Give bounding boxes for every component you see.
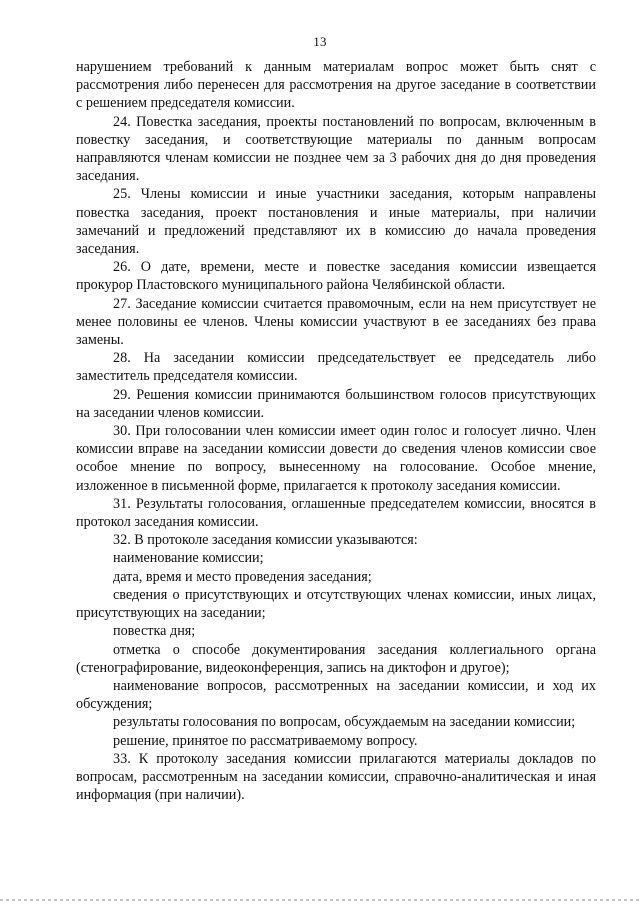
list-item: решение, принятое по рассматриваемому вопросу. — [113, 732, 418, 749]
paragraph-33: 33. К протоколу заседания комиссии прилагаются материалы докладов по вопросам, рассмотренным на заседании комиссии, справочно-аналитическая и иная информация (при наличии). — [76, 750, 596, 804]
paragraph-30: 30. При голосовании член комиссии имеет один голос и голосует лично. Член комиссии вправе на заседании комиссии довести до сведения членов комиссии свое особое мнение по вопросу, вынесенному на голосование. Особое мнение, изложенное в письменной форме, прилагается к протоколу заседания комиссии. — [76, 423, 596, 494]
page-number: 13 — [313, 34, 327, 49]
paragraph-31: 31. Результаты голосования, оглашенные председателем комиссии, вносятся в протокол заседания комиссии. — [76, 495, 596, 531]
paragraph-26: 26. О дате, времени, месте и повестке заседания комиссии извещается прокурор Пластовского муниципального района Челябинской области. — [76, 259, 596, 294]
list-item: сведения о присутствующих и отсутствующих членах комиссии, иных лицах, присутствующих на заседании; — [76, 586, 596, 622]
paragraph-32: 32. В протоколе заседания комиссии указываются: — [113, 532, 418, 549]
paragraph-25: 25. Члены комиссии и иные участники заседания, которым направлены повестка заседания, проект постановления и иные материалы, при наличии замечаний и предложений представляют их в комиссию до начала проведения заседания. — [76, 186, 596, 258]
paragraph-24: 24. Повестка заседания, проекты постановлений по вопросам, включенным в повестку заседания, и соответствующие материалы по данным вопросам направляются членам комиссии не позднее чем за 3 рабочих дня до дня проведения заседания. — [76, 113, 596, 185]
list-item: результаты голосования по вопросам, обсуждаемым на заседании комиссии; — [113, 714, 576, 731]
list-item: наименование вопросов, рассмотренных на заседании комиссии, и ход их обсуждения; — [76, 677, 596, 713]
list-item: дата, время и место проведения заседания; — [113, 568, 372, 585]
paragraph-29: 29. Решения комиссии принимаются большинством голосов присутствующих на заседании членов комиссии. — [76, 386, 596, 421]
list-item: отметка о способе документирования заседания коллегиального органа (стенографирование, видеоконференция, запись на диктофон и другое); — [76, 641, 596, 676]
list-item: повестка дня; — [113, 623, 196, 640]
document-body — [76, 58, 596, 804]
scan-edge-divider — [0, 899, 640, 901]
paragraph-27: 27. Заседание комиссии считается правомочным, если на нем присутствует не менее половины ее членов. Члены комиссии участвуют в ее заседаниях без права замены. — [76, 295, 596, 349]
paragraph-continuation: нарушением требований к данным материалам вопрос может быть снят с рассмотрения либо перенесен для рассмотрения на другое заседание в соответствии с решением председателя комиссии. — [76, 59, 596, 112]
list-item: наименование комиссии; — [113, 550, 264, 567]
paragraph-28: 28. На заседании комиссии председательствует ее председатель либо заместитель председателя комиссии. — [76, 350, 596, 385]
